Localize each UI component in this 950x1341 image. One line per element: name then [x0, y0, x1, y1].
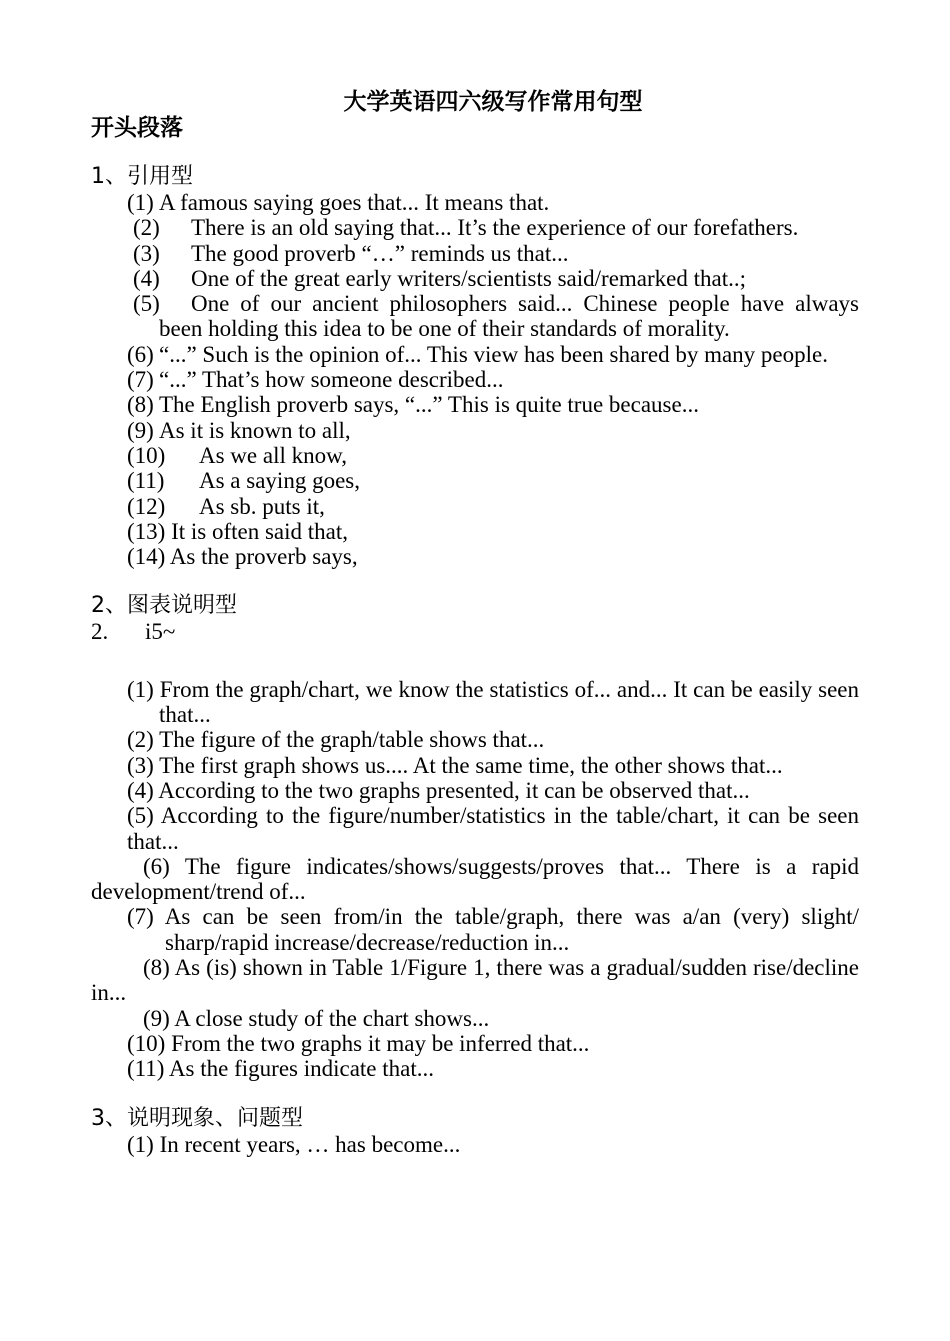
section-heading: 开头段落: [91, 115, 183, 141]
list-item: (1) A famous saying goes that... It means that.: [127, 190, 550, 215]
part2-heading: 2、图表说明型: [91, 593, 237, 619]
list-item: (11) As a saying goes,: [127, 468, 360, 494]
list-item: (14) As the proverb says,: [127, 544, 358, 570]
list-item: (4) According to the two graphs presented, it can be observed that...: [127, 777, 750, 803]
list-item: (9) As it is known to all,: [127, 417, 351, 443]
list-item: (9) A close study of the chart shows...: [143, 1005, 490, 1031]
list-item: (6) “...” Such is the opinion of... This view has been shared by many people.: [127, 341, 828, 367]
spacer: [91, 669, 859, 677]
list-item: (11) As the figures indicate that...: [127, 1056, 435, 1082]
list-item: (7) “...” That’s how someone described...: [127, 367, 504, 393]
part2-subheading: 2. i5~: [91, 619, 176, 645]
list-item: (10) As we all know,: [127, 442, 347, 468]
list-item: (7) As can be seen from/in the table/graph, there was a/an (very) slight/ sharp/rapid increase/decrease/reduction in...: [127, 904, 859, 955]
document-body: [91, 160, 859, 1157]
part3-heading: 3、说明现象、问题型: [91, 1105, 303, 1131]
list-item: (4) One of the great early writers/scientists said/remarked that..;: [133, 265, 746, 291]
list-item: (2) The figure of the graph/table shows that...: [127, 727, 545, 753]
part1-heading: 1、引用型: [91, 164, 193, 189]
list-item: (2) There is an old saying that... It’s the experience of our forefathers.: [133, 215, 799, 241]
list-item: (3) The good proverb “…” reminds us that...: [133, 240, 569, 266]
list-item: (13) It is often said that,: [127, 518, 349, 544]
list-item: (12) As sb. puts it,: [127, 493, 325, 519]
list-item: (6) The figure indicates/shows/suggests/proves that... There is a rapid development/trend of...: [91, 853, 859, 905]
list-item: (5) One of our ancient philosophers said... Chinese people have always been holding this idea to be one of their standards of morality.: [133, 291, 859, 342]
spacer: [91, 645, 859, 669]
list-item: (8) As (is) shown in Table 1/Figure 1, there was a gradual/sudden rise/decline in...: [91, 955, 859, 1006]
list-item: (8) The English proverb says, “...” This is quite true because...: [127, 392, 699, 418]
list-item: (1) In recent years, … has become...: [127, 1131, 461, 1157]
list-item: (1) From the graph/chart, we know the statistics of... and... It can be easily seen that...: [127, 676, 859, 728]
list-item: (3) The first graph shows us.... At the same time, the other shows that...: [127, 752, 783, 778]
list-item: (10) From the two graphs it may be inferred that...: [127, 1030, 590, 1056]
page-title: 大学英语四六级写作常用句型: [343, 89, 643, 115]
list-item: (5) According to the figure/number/statistics in the table/chart, it can be seen that...: [127, 803, 859, 854]
